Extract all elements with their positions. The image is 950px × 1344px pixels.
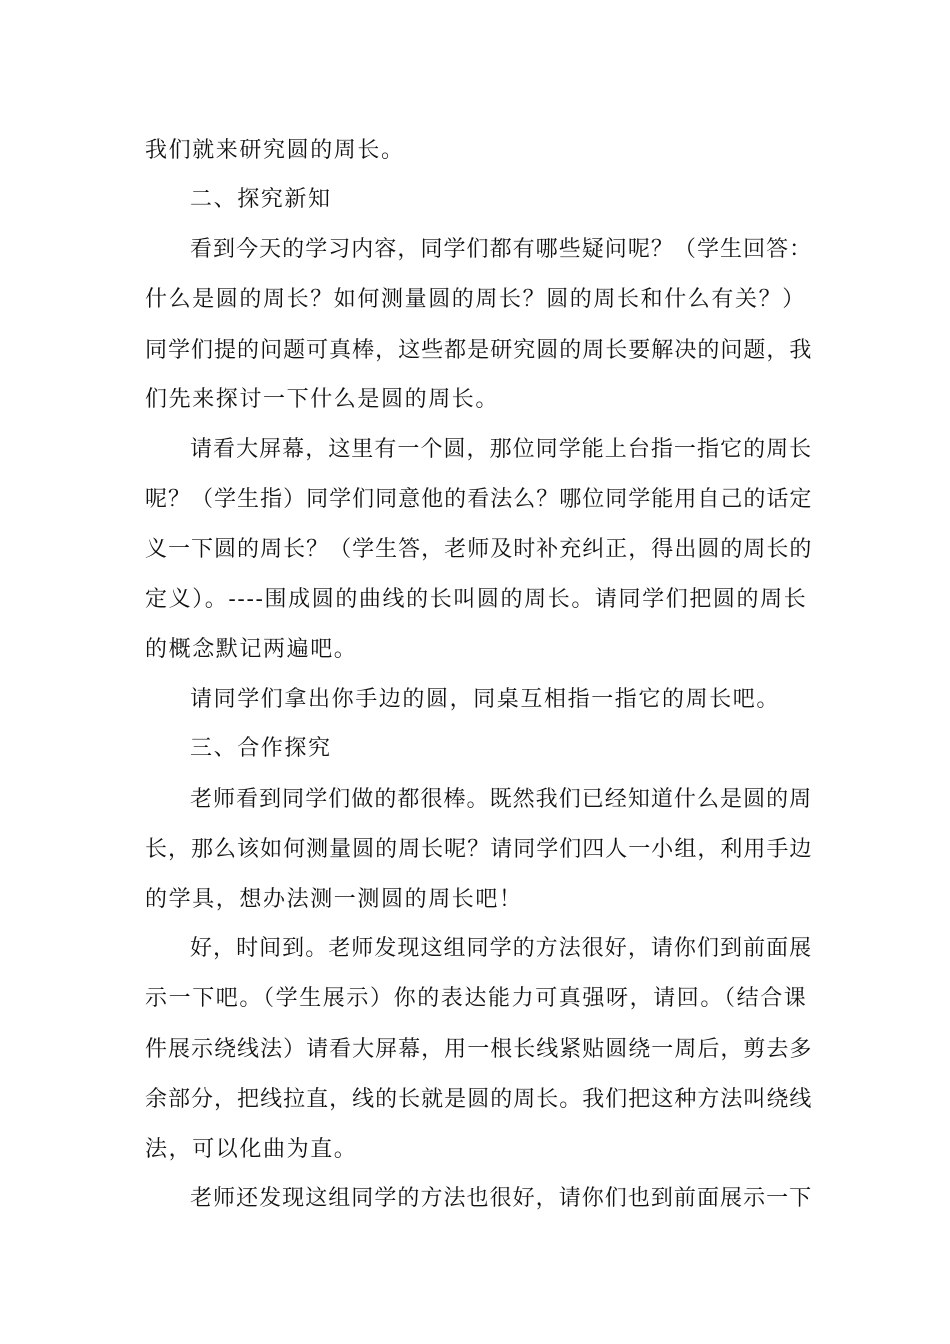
text-line-19: 件展示绕线法）请看大屏幕，用一根长线紧贴圆绕一周后，剪去多 [145,1037,813,1062]
text-line-16: 的学具，想办法测一测圆的周长吧！ [145,887,523,912]
text-line-4: 什么是圆的周长？如何测量圆的周长？圆的周长和什么有关？） [145,287,806,312]
text-line-11: 的概念默记两遍吧。 [145,637,358,662]
text-line-8: 呢？（学生指）同学们同意他的看法么？哪位同学能用自己的话定 [145,487,813,512]
text-line-6: 们先来探讨一下什么是圆的周长。 [145,387,500,412]
section-heading-cooperate: 三、合作探究 [190,736,332,761]
text-line-22: 老师还发现这组同学的方法也很好，请你们也到前面展示一下 [190,1186,813,1211]
text-line-17: 好，时间到。老师发现这组同学的方法很好，请你们到前面展 [190,936,813,961]
text-line-3: 看到今天的学习内容，同学们都有哪些疑问呢？（学生回答： [190,237,813,262]
section-heading-explore: 二、探究新知 [190,187,332,212]
text-line-5: 同学们提的问题可真棒，这些都是研究圆的周长要解决的问题，我 [145,338,813,363]
text-line-10: 定义）。----围成圆的曲线的长叫圆的周长。请同学们把圆的周长 [145,587,808,612]
text-line-9: 义一下圆的周长？（学生答，老师及时补充纠正，得出圆的周长的 [145,537,813,562]
text-line-20: 余部分，把线拉直，线的长就是圆的周长。我们把这种方法叫绕线 [145,1087,813,1112]
text-line-1: 我们就来研究圆的周长。 [145,138,405,163]
text-line-18: 示一下吧。（学生展示）你的表达能力可真强呀，请回。（结合课 [145,986,808,1011]
text-line-7: 请看大屏幕，这里有一个圆，那位同学能上台指一指它的周长 [190,437,813,462]
text-line-12: 请同学们拿出你手边的圆，同桌互相指一指它的周长吧。 [190,687,781,712]
text-line-14: 老师看到同学们做的都很棒。既然我们已经知道什么是圆的周 [190,787,813,812]
text-line-15: 长，那么该如何测量圆的周长呢？请同学们四人一小组，利用手边 [145,837,813,862]
text-line-21: 法，可以化曲为直。 [145,1137,358,1162]
